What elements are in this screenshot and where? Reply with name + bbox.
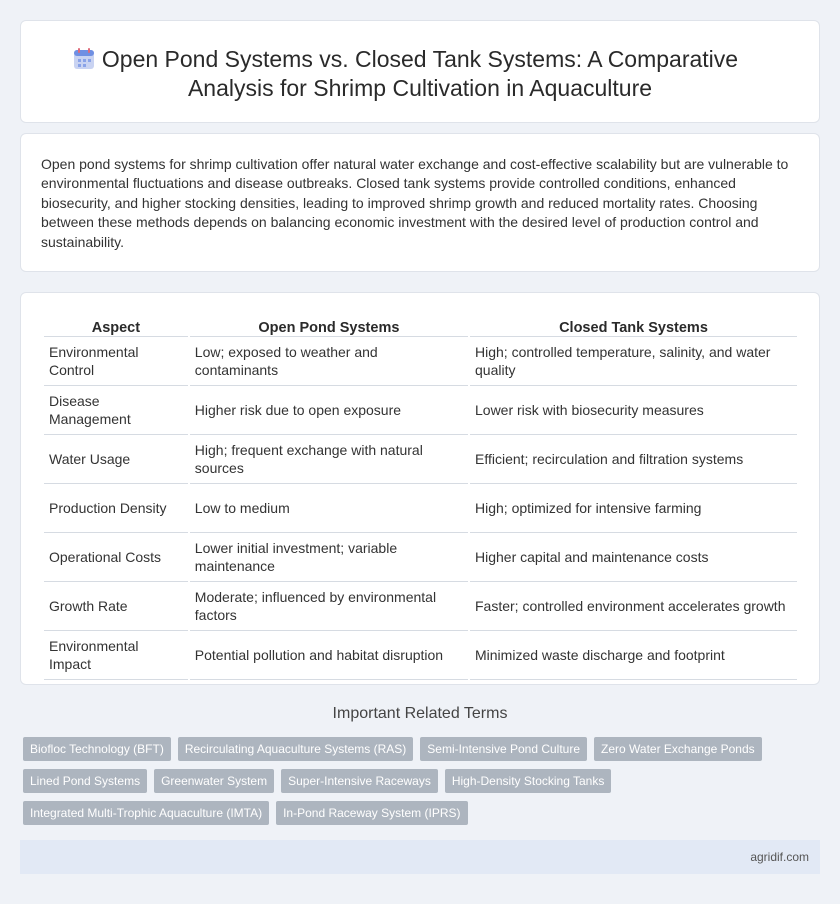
- related-terms-title: Important Related Terms: [332, 705, 508, 722]
- open-pond-cell: High; frequent exchange with natural sources: [190, 435, 468, 484]
- closed-tank-cell: High; controlled temperature, salinity, and water quality: [470, 337, 797, 386]
- intro-card: [20, 133, 820, 272]
- closed-tank-cell: Higher capital and maintenance costs: [470, 533, 797, 582]
- closed-tank-cell: Efficient; recirculation and filtration systems: [470, 435, 797, 484]
- closed-tank-cell: Minimized waste discharge and footprint: [470, 631, 797, 680]
- header-closed-tank: Closed Tank Systems: [470, 317, 797, 337]
- table-header-row: [44, 317, 797, 337]
- aspect-cell: Environmental Control: [44, 337, 188, 386]
- open-pond-cell: Lower initial investment; variable maintenance: [190, 533, 468, 582]
- related-term-tag[interactable]: Lined Pond Systems: [23, 769, 147, 793]
- footer-site-link[interactable]: agridif.com: [750, 850, 809, 864]
- closed-tank-cell: High; optimized for intensive farming: [470, 484, 797, 533]
- table-row: [44, 435, 797, 484]
- table-row: [44, 631, 797, 680]
- related-term-tag[interactable]: Recirculating Aquaculture Systems (RAS): [178, 737, 413, 761]
- table-row: [44, 484, 797, 533]
- related-term-tag[interactable]: In-Pond Raceway System (IPRS): [276, 801, 467, 825]
- open-pond-cell: Higher risk due to open exposure: [190, 386, 468, 435]
- table-row: [44, 386, 797, 435]
- header-card: [20, 20, 820, 123]
- aspect-cell: Water Usage: [44, 435, 188, 484]
- header-open-pond: Open Pond Systems: [190, 317, 468, 337]
- related-term-tag[interactable]: High-Density Stocking Tanks: [445, 769, 612, 793]
- aspect-cell: Environmental Impact: [44, 631, 188, 680]
- table-row: [44, 337, 797, 386]
- related-term-tag[interactable]: Biofloc Technology (BFT): [23, 737, 171, 761]
- open-pond-cell: Low; exposed to weather and contaminants: [190, 337, 468, 386]
- open-pond-cell: Low to medium: [190, 484, 468, 533]
- aspect-cell: Operational Costs: [44, 533, 188, 582]
- open-pond-cell: Potential pollution and habitat disruption: [190, 631, 468, 680]
- comparison-table: [42, 317, 799, 680]
- comparison-table-card: [20, 292, 820, 685]
- table-row: [44, 582, 797, 631]
- open-pond-cell: Moderate; influenced by environmental factors: [190, 582, 468, 631]
- header-aspect: Aspect: [44, 317, 188, 337]
- aspect-cell: Growth Rate: [44, 582, 188, 631]
- table-row: [44, 533, 797, 582]
- related-terms-list: [23, 737, 803, 833]
- closed-tank-cell: Faster; controlled environment accelerates growth: [470, 582, 797, 631]
- related-term-tag[interactable]: Super-Intensive Raceways: [281, 769, 438, 793]
- closed-tank-cell: Lower risk with biosecurity measures: [470, 386, 797, 435]
- footer: [20, 840, 820, 874]
- page-title: Open Pond Systems vs. Closed Tank Systems: A Comparative Analysis for Shrimp Cultivation in Aquaculture: [101, 46, 739, 101]
- aspect-cell: Disease Management: [44, 386, 188, 435]
- related-term-tag[interactable]: Greenwater System: [154, 769, 274, 793]
- related-term-tag[interactable]: Semi-Intensive Pond Culture: [420, 737, 587, 761]
- related-term-tag[interactable]: Zero Water Exchange Ponds: [594, 737, 762, 761]
- intro-paragraph: Open pond systems for shrimp cultivation offer natural water exchange and cost-effective scalability but are vulnerable to environmental fluctuations and disease outbreaks. Closed tank systems provide controlled conditions, enhanced biosecurity, and higher stocking densities, leading to improved shrimp growth and reduced mortality rates. Choosing between these methods depends on balancing economic investment with the desired level of production control and sustainability.: [41, 156, 789, 250]
- aspect-cell: Production Density: [44, 484, 188, 533]
- related-term-tag[interactable]: Integrated Multi-Trophic Aquaculture (IMTA): [23, 801, 269, 825]
